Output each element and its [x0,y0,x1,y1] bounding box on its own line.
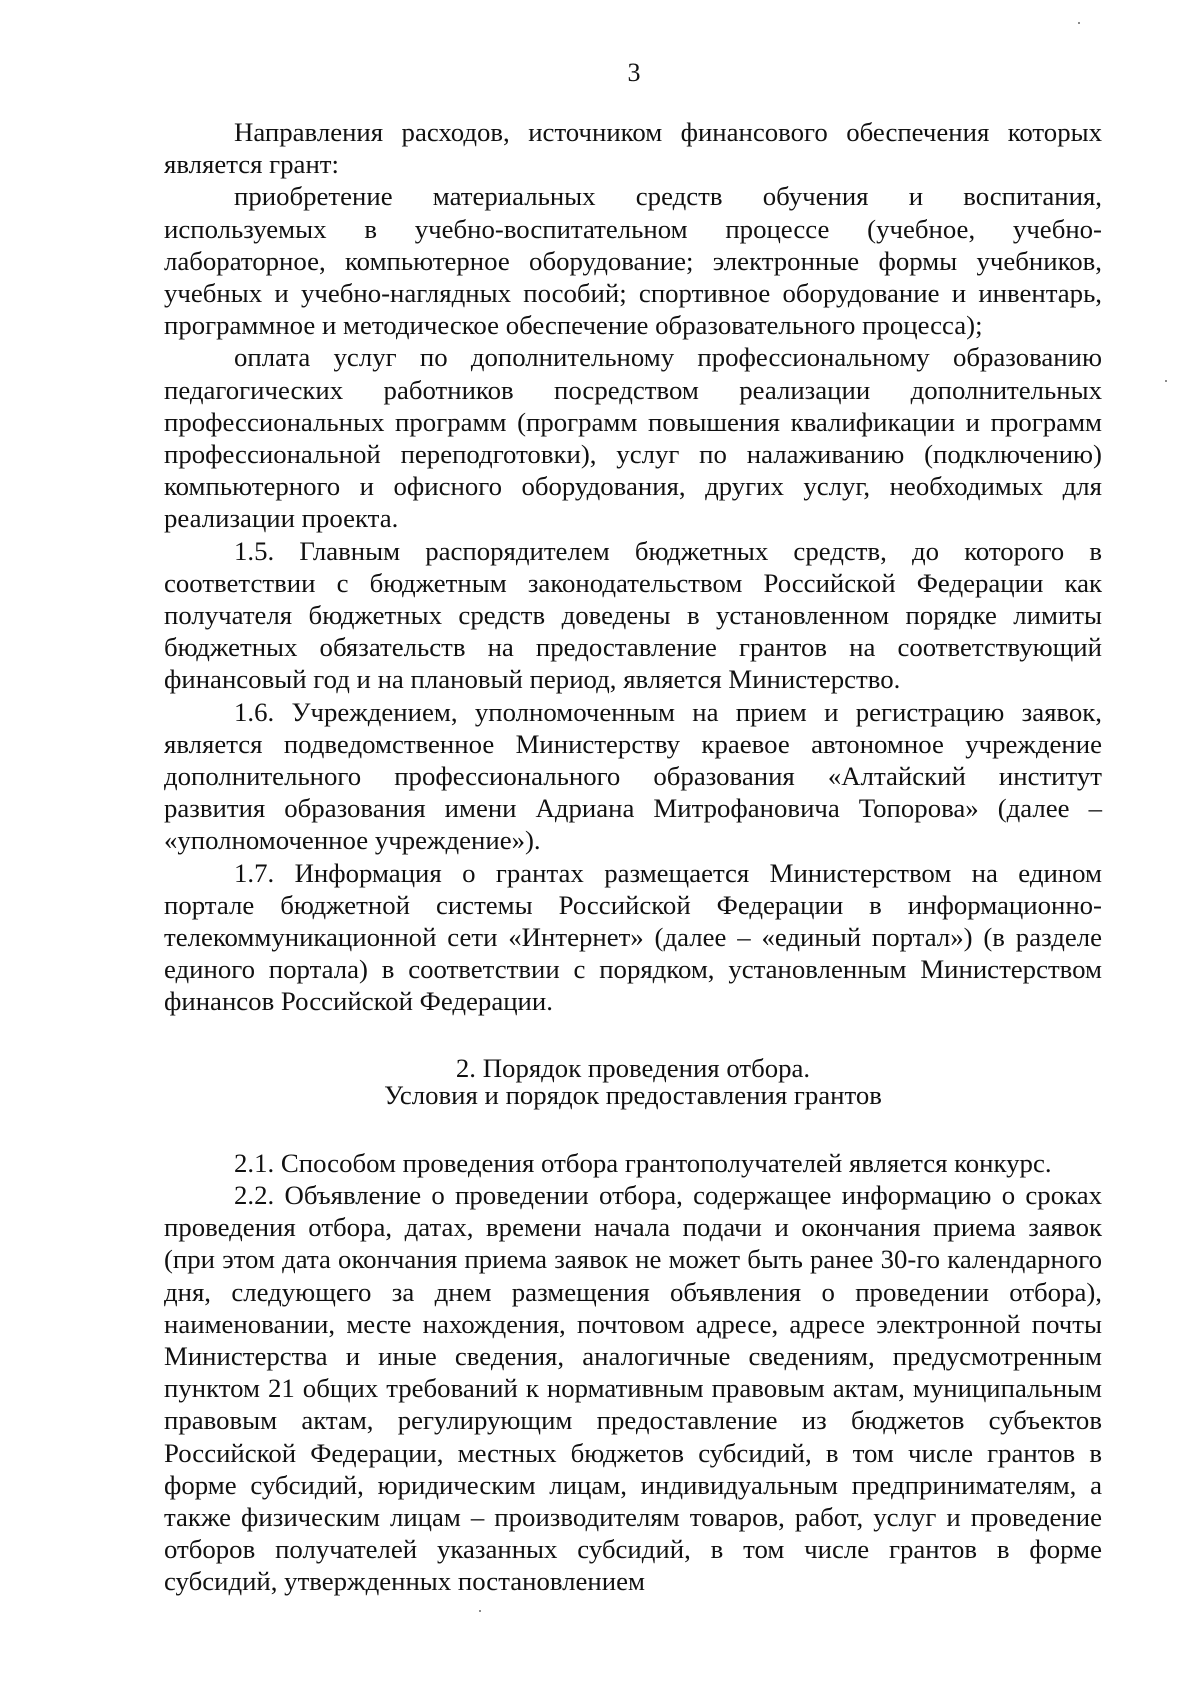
scan-speck [1165,380,1167,382]
page-number: 3 [627,58,641,87]
scan-speck [479,1610,481,1612]
paragraph-2-1: 2.1. Способом проведения отбора грантополучателей является конкурс. [234,1147,1052,1178]
paragraph-1-6: 1.6. Учреждением, уполномоченным на прием и регистрацию заявок, является подведомственное Министерству краевое автономное учреждение дополнительного профессионального образования «Алтайский институт развития образования имени Адриана Митрофановича Топорова» (далее – «уполномоченное учреждение»). [164,696,1102,856]
section-heading-line-1: 2. Порядок проведения отбора. [455,1052,811,1083]
paragraph-materials-purchase: приобретение материальных средств обучения и воспитания, используемых в учебно-воспитательном процессе (учебное, учебно-лабораторное, компьютерное оборудование; электронные формы учебников, учебных и учебно-наглядных пособий; спортивное оборудование и инвентарь, программное и методическое обеспечение образовательного процесса); [164,181,1102,341]
paragraph-expense-directions: Направления расходов, источником финансового обеспечения которых является грант: [164,117,1102,180]
paragraph-2-2: 2.2. Объявление о проведении отбора, содержащее информацию о сроках проведения отбора, датах, времени начала подачи и окончания приема заявок (при этом дата окончания приема заявок не может быть ранее 30-го календарного дня, следующего за днем размещения объявления о проведении отбора), наименовании, месте нахождения, почтовом адресе, адресе электронной почты Министерства и иные сведения, аналогичные сведениям, предусмотренным пунктом 21 общих требований к нормативным правовым актам, муниципальным правовым актам, регулирующим предоставление из бюджетов субъектов Российской Федерации, местных бюджетов субсидий, в том числе грантов в форме субсидий, юридическим лицам, индивидуальным предпринимателям, а также физическим лицам – производителям товаров, работ, услуг и проведение отборов получателей указанных субсидий, в том числе грантов в форме субсидий, утвержденных постановлением [164,1179,1102,1597]
section-heading-line-2: Условия и порядок предоставления грантов [384,1079,882,1110]
scan-speck [1078,22,1080,24]
paragraph-1-5: 1.5. Главным распорядителем бюджетных средств, до которого в соответствии с бюджетным законодательством Российской Федерации как получателя бюджетных средств доведены в установленном порядке лимиты бюджетных обязательств на предоставление грантов на соответствующий финансовый год и на плановый период, является Министерство. [164,535,1102,695]
document-body [164,116,1102,1598]
paragraph-1-7: 1.7. Информация о грантах размещается Министерством на едином портале бюджетной системы Российской Федерации в информационно-телекоммуникационной сети «Интернет» (далее – «единый портал») (в разделе единого портала) в соответствии с порядком, установленным Министерством финансов Российской Федерации. [164,857,1102,1017]
paragraph-services-payment: оплата услуг по дополнительному профессиональному образованию педагогических работников посредством реализации дополнительных профессиональных программ (программ повышения квалификации и программ профессиональной переподготовки), услуг по налаживанию (подключению) компьютерного и офисного оборудования, других услуг, необходимых для реализации проекта. [164,342,1102,534]
section-heading [164,1052,1102,1110]
